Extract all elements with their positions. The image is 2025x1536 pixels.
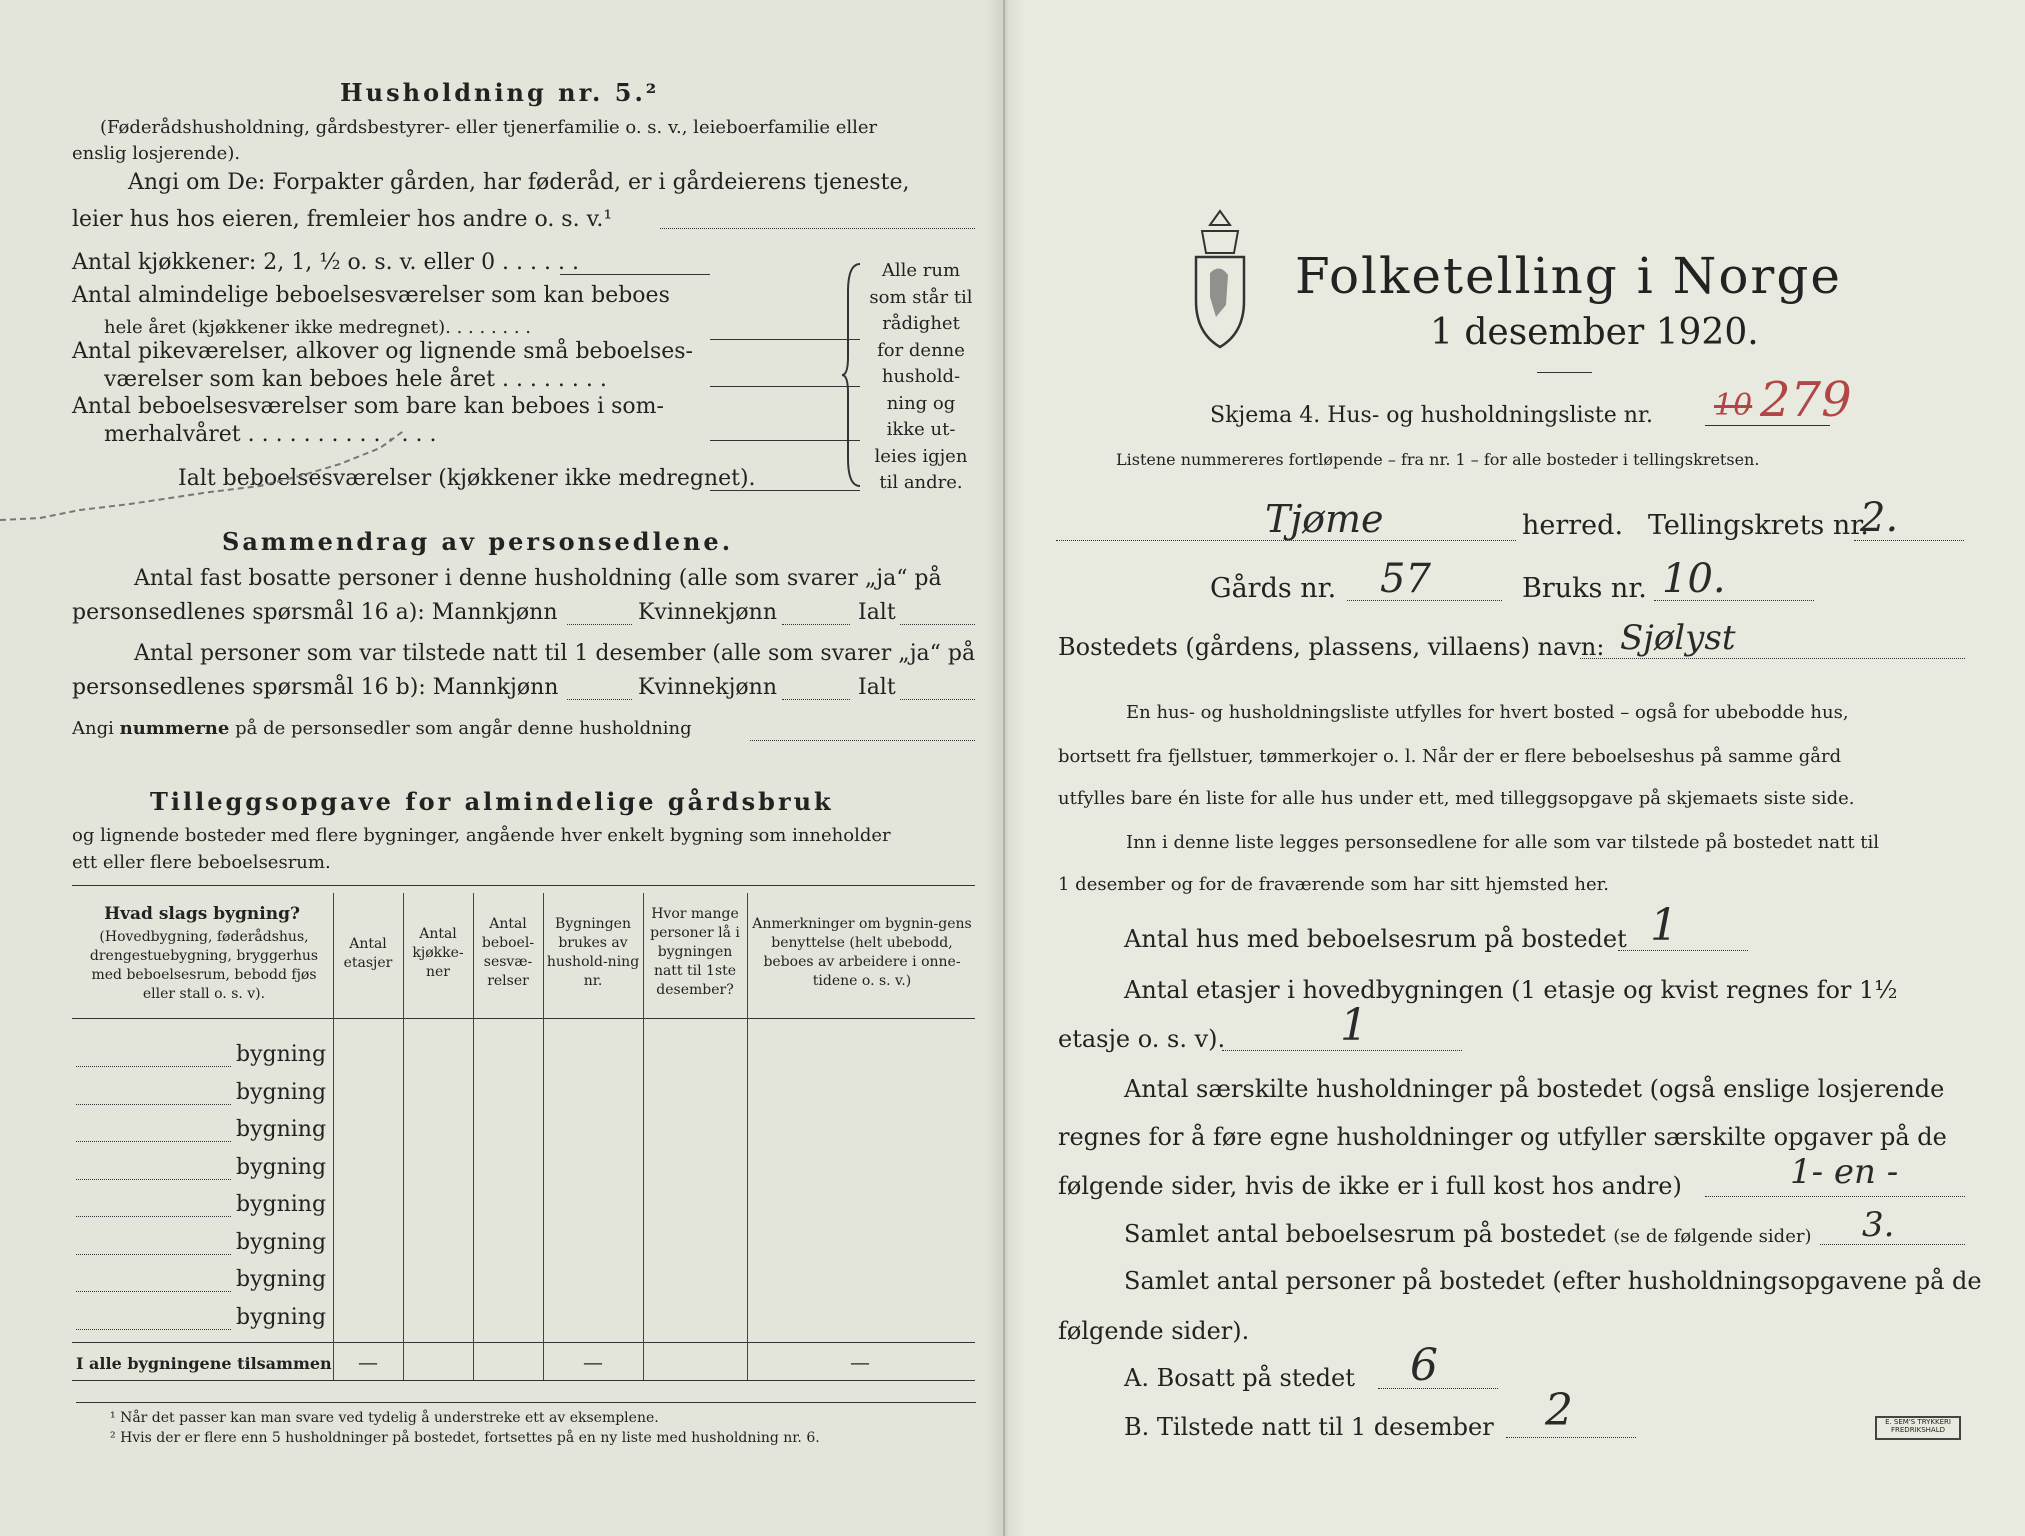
right-page [1005, 0, 2025, 1536]
almindelige-line [710, 339, 860, 340]
side-note-line: til andre. [879, 472, 963, 493]
nummerne-c: på de personsedler som angår denne husholdning [235, 718, 692, 739]
table-total-label: I alle bygningene tilsammen [76, 1354, 332, 1373]
rooms-almindelige-2: hele året (kjøkkener ikke medregnet). . . . . . . . [104, 317, 531, 338]
rooms-sommer-2: merhalvåret . . . . . . . . . . . . . . [104, 422, 437, 447]
rooms-kjokkener: Antal kjøkkener: 2, 1, ½ o. s. v. eller 0 . . . . . . [72, 250, 579, 275]
instruction-2: bortsett fra fjellstuer, tømmerkojer o. l. Når der er flere beboelseshus på samme gård [1058, 746, 1842, 767]
instruction-5: 1 desember og for de fraværende som har sitt hjemsted her. [1058, 874, 1609, 895]
ialt-line [710, 490, 860, 491]
col-header-beboelsesvaerelser: Antal beboel-sesvæ-relser [481, 916, 535, 989]
col-header-type-desc: (Hovedbygning, føderådshus, drengestuebygning, bryggerhus med beboelsesrum, bebodd fjøs eller stall o. s. v). [89, 929, 319, 1002]
saerskilte-value: 1- en - [1790, 1152, 1899, 1192]
table-row-label: bygning [236, 1117, 327, 1142]
saerskilte-answer-line [1705, 1196, 1965, 1197]
tilstede-kvinne-label: Kvinnekjønn [638, 675, 777, 700]
col-header-personer: Hvor mange personer lå i bygningen natt til 1ste desember? [650, 906, 740, 998]
tilstede-label: B. Tilstede natt til 1 desember [1124, 1413, 1494, 1441]
side-note-line: for denne [877, 339, 965, 361]
bosted-label: Bostedets (gårdens, plassens, villaens) navn: [1058, 633, 1605, 661]
page-fold [985, 0, 1025, 1536]
tilstede-ialt-label: Ialt [858, 675, 896, 700]
nummerne-line [72, 718, 692, 739]
tilstede-value: 2 [1545, 1385, 1573, 1436]
hus-line [1618, 950, 1748, 951]
paper-tear [0, 400, 420, 540]
table-col-divider [473, 893, 474, 1380]
husholdning-note-2: enslig losjerende). [72, 143, 241, 164]
table-col-divider [543, 893, 544, 1380]
tilstede-line-1: Antal personer som var tilstede natt til 1 desember (alle som svarer „ja“ på [134, 641, 976, 666]
row-blank-line [76, 1104, 231, 1105]
total-dash: — [583, 1350, 603, 1374]
tilstede-ialt-line [900, 699, 975, 700]
side-note [866, 258, 976, 497]
fast-line-2: personsedlenes spørsmål 16 a): Mannkjønn [72, 600, 558, 625]
table-col-divider [643, 893, 644, 1380]
rooms-pike-1: Antal pikeværelser, alkover og lignende små beboelses- [72, 339, 693, 364]
rooms-pike-2: værelser som kan beboes hele året . . . . . . . . [104, 367, 607, 392]
tillegg-line-1: og lignende bosteder med flere bygninger, angående hver enkelt bygning som inneholder [72, 825, 891, 846]
gards-label: Gårds nr. [1210, 573, 1337, 604]
col-header-type-title: Hvad slags bygning? [104, 904, 300, 924]
saerskilte-line-2: regnes for å føre egne husholdninger og utfyller særskilte opgaver på de [1058, 1123, 1947, 1151]
rooms-ialt: Ialt beboelsesværelser (kjøkkener ikke medregnet). [178, 466, 756, 491]
nummerne-b: nummerne [119, 718, 230, 739]
footnote-1: ¹ Når det passer kan man svare ved tydelig å understreke ett av eksemplene. [110, 1410, 659, 1426]
nummerne-a: Angi [72, 718, 114, 739]
husholdning-title: Husholdning nr. 5.² [340, 78, 660, 107]
brace-icon [842, 262, 866, 488]
hus-label: Antal hus med beboelsesrum på bostedet [1124, 925, 1627, 953]
row-blank-line [76, 1291, 231, 1292]
samlet-rum-note: (se de følgende sider) [1613, 1226, 1812, 1247]
fast-kvinne-line [782, 624, 850, 625]
side-note-line: hushold- [881, 366, 961, 387]
fast-ialt-label: Ialt [858, 600, 896, 625]
norway-coat-of-arms-icon [1180, 205, 1260, 353]
row-blank-line [76, 1179, 231, 1180]
table-row-label: bygning [236, 1079, 327, 1105]
bruks-label: Bruks nr. [1522, 573, 1647, 604]
table-row-label: bygning [236, 1154, 327, 1180]
census-title: Folketelling i Norge [1295, 247, 1842, 305]
samlet-rum-label [1124, 1220, 1811, 1248]
fast-line-1: Antal fast bosatte personer i denne husholdning (alle som svarer „ja“ på [134, 566, 942, 591]
skjema-label: Skjema 4. Hus- og husholdningsliste nr. [1210, 403, 1653, 428]
row-blank-line [76, 1254, 231, 1255]
side-note-line: ikke ut- [886, 419, 956, 440]
hus-value: 1 [1650, 900, 1678, 951]
table-row-label: bygning [236, 1042, 327, 1067]
col-header-etasjer: Antal etasjer [343, 936, 393, 971]
table-bottom-border [72, 1380, 975, 1381]
instruction-3: utfylles bare én liste for alle hus under ett, med tilleggsopgave på skjemaets siste side. [1058, 788, 1855, 809]
row-blank-line [76, 1329, 231, 1330]
tilstede-line-2: personsedlenes spørsmål 16 b): Mannkjønn [72, 675, 559, 700]
saerskilte-line-1: Antal særskilte husholdninger på bostedet (også enslige losjerende [1124, 1075, 1945, 1103]
fast-ialt-line [900, 624, 975, 625]
col-header-husholdning: Bygningen brukes av hushold-ning nr. [546, 916, 640, 989]
instruction-1: En hus- og husholdningsliste utfylles for hvert bosted – også for ubebodde hus, [1126, 702, 1849, 723]
col-header-anmerkninger: Anmerkninger om bygnin-gens benyttelse (helt ubebodd, beboes av arbeidere i onne-tidene o. s. v.) [752, 916, 972, 989]
herred-value: Tjøme [1265, 497, 1384, 541]
angi-line-1: Angi om De: Forpakter gården, har føderåd, er i gårdeierens tjeneste, [128, 170, 910, 195]
bosatt-line [1378, 1388, 1498, 1389]
bosatt-value: 6 [1410, 1340, 1438, 1391]
sommer-line [710, 440, 860, 441]
instruction-4: Inn i denne liste legges personsedlene for alle som var tilstede på bostedet natt til [1126, 832, 1880, 853]
bosatt-label: A. Bosatt på stedet [1124, 1364, 1355, 1392]
tilstede-mann-line [567, 699, 632, 700]
census-date: 1 desember 1920. [1430, 312, 1759, 353]
listene-note: Listene nummereres fortløpende – fra nr. 1 – for alle bosteder i tellingskretsen. [1116, 450, 1760, 469]
rooms-almindelige-1: Antal almindelige beboelsesværelser som kan beboes [72, 283, 670, 308]
saerskilte-line-3: følgende sider, hvis de ikke er i full kost hos andre) [1058, 1172, 1682, 1200]
row-blank-line [76, 1216, 231, 1217]
nummerne-answer-line [750, 740, 975, 741]
bruks-value: 10. [1662, 556, 1726, 602]
samlet-pers-line-2: følgende sider). [1058, 1317, 1250, 1345]
row-blank-line [76, 1141, 231, 1142]
table-col-divider [333, 893, 334, 1380]
col-header-kjokkener: Antal kjøkke-ner [412, 926, 464, 980]
etasjer-line-2: etasje o. s. v). [1058, 1025, 1226, 1053]
side-note-line: ning og [886, 392, 956, 414]
tellingskrets-label: Tellingskrets nr. [1648, 510, 1869, 541]
table-total-border [72, 1342, 975, 1343]
table-row-label: bygning [236, 1267, 327, 1292]
bosted-line [1580, 658, 1965, 659]
side-note-line: leies igjen [874, 445, 968, 467]
samlet-rum-value: 3. [1862, 1205, 1895, 1245]
gards-value: 57 [1380, 556, 1431, 602]
skjema-struck-value: 10 [1714, 388, 1753, 423]
side-note-line: som står til [869, 286, 973, 308]
table-top-border [72, 885, 975, 886]
table-col-divider [747, 893, 748, 1380]
tillegg-title: Tilleggsopgave for almindelige gårdsbruk [150, 787, 834, 816]
sammendrag-title: Sammendrag av personsedlene. [222, 527, 734, 556]
tilstede-kvinne-line [782, 699, 850, 700]
table-row-label: bygning [236, 1229, 327, 1255]
husholdning-note-1: (Føderådshusholdning, gårdsbestyrer- eller tjenerfamilie o. s. v., leieboerfamilie eller [100, 117, 878, 138]
table-col-divider [403, 893, 404, 1380]
side-note-line: Alle rum [881, 260, 961, 281]
table-header-border [72, 1018, 975, 1019]
pike-line [710, 386, 860, 387]
angi-line-2: leier hus hos eieren, fremleier hos andre o. s. v.¹ [72, 207, 613, 232]
angi-answer-line [660, 228, 975, 229]
skjema-value: 279 [1760, 372, 1852, 428]
table-row-label: bygning [236, 1192, 327, 1217]
table-row-label: bygning [236, 1304, 327, 1330]
kjokkener-line [560, 274, 710, 275]
footnote-2: ² Hvis der er flere enn 5 husholdninger på bostedet, fortsettes på en ny liste med husholdning nr. 6. [110, 1430, 820, 1446]
footnote-rule [76, 1402, 976, 1403]
samlet-pers-line-1: Samlet antal personer på bostedet (efter husholdningsopgavene på de [1124, 1267, 1982, 1295]
tilstede-line [1506, 1437, 1636, 1438]
printer-stamp: E. SEM'S TRYKKERI FREDRIKSHALD [1875, 1416, 1961, 1440]
etasjer-value: 1 [1340, 1000, 1368, 1051]
etasjer-line-1: Antal etasjer i hovedbygningen (1 etasje og kvist regnes for 1½ [1124, 976, 1898, 1004]
samlet-rum-text: Samlet antal beboelsesrum på bostedet [1124, 1220, 1606, 1248]
total-dash: — [850, 1350, 870, 1374]
fast-mann-line [567, 624, 632, 625]
side-note-line: rådighet [882, 313, 960, 334]
row-blank-line [76, 1066, 231, 1067]
tellingskrets-value: 2. [1860, 495, 1899, 541]
fast-kvinne-label: Kvinnekjønn [638, 600, 777, 625]
total-dash: — [358, 1350, 378, 1374]
bosted-value: Sjølyst [1620, 618, 1736, 658]
rooms-sommer-1: Antal beboelsesværelser som bare kan beboes i som- [72, 394, 664, 419]
tillegg-line-2: ett eller flere beboelsesrum. [72, 852, 331, 873]
title-rule [1537, 372, 1592, 373]
herred-label: herred. [1522, 510, 1624, 541]
